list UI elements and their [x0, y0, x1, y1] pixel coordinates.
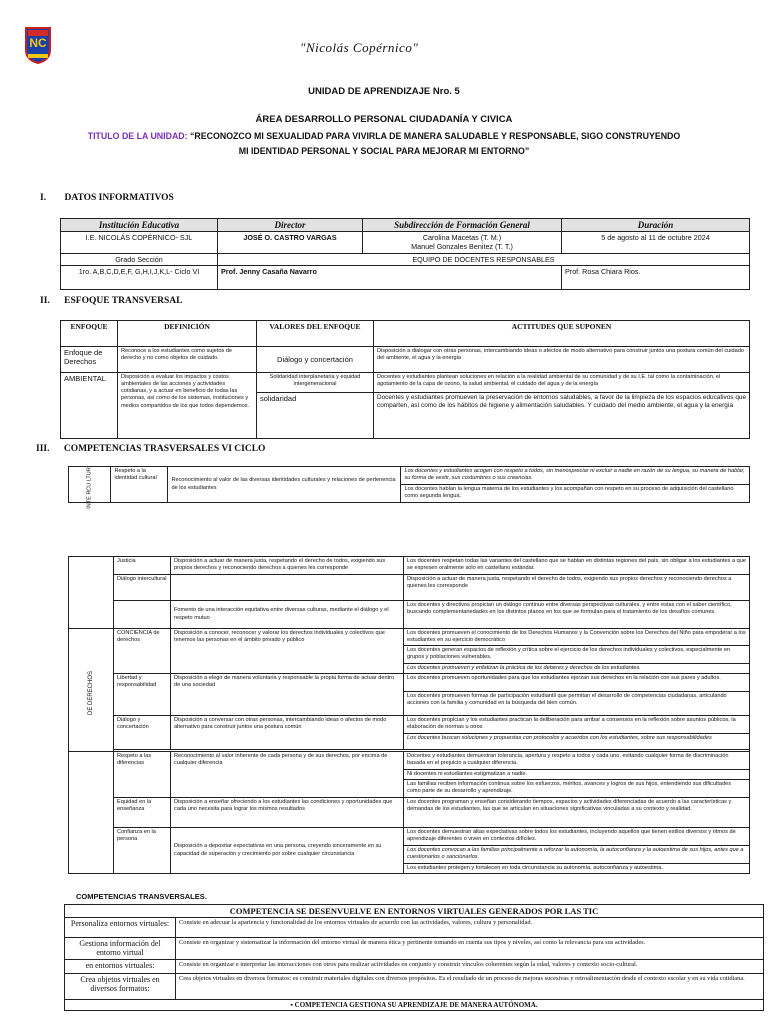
grade-label: Grado Sección: [61, 254, 218, 266]
tic-caption: COMPETENCIAS TRANSVERSALES.: [76, 892, 207, 901]
attitude-conciencia-3: Los docentes promueven y enfatizan la práctica de los deberes y derechos de los estudiantes.: [404, 663, 750, 673]
institution-cell: [61, 232, 218, 254]
attitude-conciencia-2: Los docentes generan espacios de reflexión y crítica sobre el ejercicio de los derechos individuales y colectivos, especialmente en grupos y poblaciones vulnerables.: [404, 646, 750, 663]
teacher-1: Prof. Jenny Casaña Navarro: [218, 266, 562, 290]
duration-value: 5 de agosto al 11 de octubre 2024: [562, 232, 750, 254]
value-confianza: Confianza en la persona: [114, 827, 171, 873]
tic-capacity-2: Gestiona información del entorno virtual: [65, 938, 176, 960]
school-name: "Nicolás Copérnico": [300, 40, 419, 55]
definition-conciencia: Disposición a conocer, reconocer y valorar los derechos individuales y colectivos que tenemos las personas en el ámbito privado y público: [171, 629, 404, 674]
team-label: EQUIPO DE DOCENTES RESPONSABLES: [218, 254, 750, 266]
valor-dialogo: Diálogo y concertación: [257, 347, 374, 373]
intercultural-table: [68, 466, 750, 509]
definition-fomento: Fomento de una interacción equitativa entre diversas culturas, mediante el diálogo y el respeto mutuo: [171, 601, 404, 629]
section-1-title: DATOS INFORMATIVOS: [64, 193, 174, 203]
intercultural-label: INTE RCU LTUR: [86, 466, 93, 509]
tic-capacity-3: en entornos virtuales:: [65, 960, 176, 974]
col-enfoque: ENFOQUE: [61, 321, 118, 347]
tic-description-3: Consiste en organizar e interpretar las interacciones con otros para realizar actividades en conjunto y construir vínculos coherentes según la edad, valores y contexto socio-cultural.: [176, 960, 764, 974]
definition-justicia: Disposición a actuar de manera justa, respetando el derecho de todos, exigiendo sus propios derechos y reconociendo derechos a quienes les corresponde: [171, 557, 404, 575]
intercultural-attitude-2: Los docentes hablan la lengua materna de los estudiantes y los acompañan con respeto en su proceso de adquisición del castellano como segunda lengua.: [401, 485, 750, 503]
area-title: ÁREA DESARROLLO PERSONAL CIUDADANÍA Y CIVICA: [255, 114, 513, 125]
col-institution: Institución Educativa: [61, 219, 218, 232]
attitude-respeto-3: Las familias reciben información continua sobre los esfuerzos, méritos, avances y logros de sus hijos, entendiendo sus dificultades como parte de su desarrollo y aprendizaje.: [404, 779, 750, 797]
attitude-conciencia-1: Los docentes promueven el conocimiento de los Derechos Humanos y la Convención sobre los Derechos del Niño para empoderar a los estudiantes en su ejercicio democrático: [404, 629, 750, 646]
rights-vertical-cell: [69, 557, 114, 629]
enfoque-derechos: Enfoque de Derechos: [61, 347, 118, 373]
equity-vertical-cell: [69, 751, 114, 873]
tic-title: COMPETENCIA SE DESENVUELVE EN ENTORNOS VIRTUALES GENERADOS POR LAS TIC: [65, 905, 764, 918]
intercultural-value: Respeto a la identidad cultural: [111, 467, 168, 503]
definition-dialogo-intercultural: [171, 575, 404, 601]
unit-title: [0, 129, 768, 159]
attitude-respeto-2: Ni docentes ni estudiantes estigmatizan a nadie.: [404, 769, 750, 779]
sections-list: 1ro. A,B,C,D,E,F, G,H,I,J,K,L- Ciclo VI: [61, 266, 218, 290]
col-valores: VALORES DEL ENFOQUE: [257, 321, 374, 347]
section-2-numeral: II.: [40, 296, 50, 306]
value-respeto: Respeto a las diferencias: [114, 751, 171, 797]
value-equidad: Equidad en la enseñanza: [114, 797, 171, 827]
attitude-dialogo-concertacion-2: Los docentes buscan soluciones y propuestas con protocolos y acuerdos con los estudiantes, sobre sus responsabilidades: [404, 733, 750, 749]
section-1-heading: [40, 193, 174, 203]
section-2-title: ESFOQUE TRANSVERSAL: [64, 296, 183, 306]
actitud-preservacion: Docentes y estudiantes promueven la preservación de entornos saludables, a favor de la limpieza de los espacios educativos que comparten, así como de los hábitos de higiene y alimentación saludables. Y cuidado del medio ambiente, el agua y la energía: [374, 393, 750, 439]
enfoque-ambiental: AMBIENTAL: [61, 373, 118, 439]
attitude-confianza-2: Los docentes convocan a las familias principalmente a reforzar la autonomía, la autoconfianza y la autoestima de sus hijos, antes que a cuestionarlos o sancionarlos.: [404, 845, 750, 863]
derechos-label: DE DERECHOS: [88, 670, 95, 715]
section-3-numeral: III.: [36, 444, 50, 454]
attitude-libertad-2: Los docentes promueven formas de participación estudiantil que permitan el desarrollo de competencias ciudadanas, articulando acciones con la familia y comunidad en la búsqueda del bien común.: [404, 691, 750, 715]
value-libertad: Libertad y responsabilidad: [114, 673, 171, 715]
col-subdirection: Subdirección de Formación General: [363, 219, 562, 232]
valor-solidaridad-planetaria: Solidaridad interplanetaria y equidad intergeneracional: [257, 373, 374, 393]
definition-respeto: Reconocimiento al valor inherente de cada persona y de sus derechos, por encima de cualquier diferencia: [171, 751, 404, 797]
derechos-vertical-label-cell: [69, 629, 114, 752]
valor-solidaridad: solidaridad: [257, 393, 374, 439]
value-fomento: [114, 601, 171, 629]
tic-description-2: Consiste en organizar y sistematizar la información del entorno virtual de manera ética y pertinente tomando en cuenta sus tipos y niveles, así como la relevancia para sus actividades.: [176, 938, 764, 960]
definicion-derechos: Reconoce a los estudiantes como sujetos de derecho y no como objetos de cuidado.: [118, 347, 257, 373]
intercultural-attitude-1: Los docentes y estudiantes acogen con respeto a todos, sin menospreciar ni excluir a nadie en razón de su lengua, su manera de hablar, su forma de vestir, sus costumbres o sus creencias.: [401, 467, 750, 485]
intercultural-vertical-label: [69, 466, 111, 509]
unit-number: UNIDAD DE APRENDIZAJE Nro. 5: [308, 86, 460, 97]
definition-dialogo-concertacion: Disposición a conversar con otras personas, intercambiando ideas o afectos de modo alternativo para construir juntos una postura común: [171, 715, 404, 749]
col-definicion: DEFINICIÓN: [118, 321, 257, 347]
subdirector-2: Manuel Gonzales Benitez (T. T.): [411, 242, 513, 251]
attitude-respeto-1: Docentes y estudiantes demuestran tolerancia, apertura y respeto a todos y cada uno, evitando cualquier forma de discriminación basada en el prejuicio a cualquier diferencia.: [404, 751, 750, 769]
section-3-title: COMPETENCIAS TRASVERSALES VI CICLO: [63, 444, 266, 454]
col-actitudes: ACTITUDES QUE SUPONEN: [374, 321, 750, 347]
teacher-2: Prof. Rosa Chiara Rios.: [562, 266, 750, 290]
section-3-heading: [36, 444, 265, 454]
unit-title-text: “RECONOZCO MI SEXUALIDAD PARA VIVIRLA DE MANERA SALUDABLE Y RESPONSABLE, SIGO CONSTRUYENDO: [187, 131, 681, 141]
section-2-heading: [40, 296, 183, 306]
autonomy-bullet: ▪: [290, 1001, 293, 1009]
definition-equidad: Disposición a enseñar ofreciendo a los estudiantes las condiciones y oportunidades que cada uno necesita para lograr los mismos resultados: [171, 797, 404, 827]
tic-competence-table: [64, 904, 764, 1011]
value-dialogo-intercultural: Diálogo intercultural: [114, 575, 171, 601]
col-duration: Duración: [562, 219, 750, 232]
autonomy-row: [65, 1000, 764, 1011]
unit-title-line2: MI IDENTIDAD PERSONAL Y SOCIAL PARA MEJORAR MI ENTORNO”: [238, 146, 530, 156]
logo-text: NC: [29, 36, 47, 50]
attitude-equidad-1: Los docentes programan y enseñan considerando tiempos, espacios y actividades diferenciadas de acuerdo a las características y demandas de los estudiantes, las que se articulan en situaciones significativas vinculadas a su contexto y realidad.: [404, 797, 750, 827]
definicion-ambiental: Disposición a evaluar los impactos y costos ambientales de las acciones y actividades cotidianas, y a actuar en beneficio de todas las personas, así como de los sistemas, instituciones y medios compartidos de los que todos dependemos.: [118, 373, 257, 439]
attitude-fomento-1: Los docentes y directivos propician un diálogo continuo entre diversas perspectivas culturales, y entre estas con el saber científico, buscando complementariedades en los distintos planos en los que se formulan para el tratamiento de los desafíos comunes.: [404, 601, 750, 629]
attitude-confianza-3: Los estudiantes protegen y fortalecen en toda circunstancia su autonomía, autoconfianza y autoestima.: [404, 863, 750, 873]
subdirectors-cell: [363, 232, 562, 254]
actitud-soluciones: Docentes y estudiantes plantean soluciones en relación a la realidad ambiental de su comunidad y de su I.E. tal como la contaminación, el agotamiento de la capa de ozono, la salud ambiental, el cuidado del agua y de la energía: [374, 373, 750, 393]
attitude-dialogo-intercultural-1: Disposición a actuar de manera justa, respetando el derecho de todos, exigiendo sus propios derechos y reconociendo derechos a quienes les corresponde: [404, 575, 750, 601]
informative-data-table: [60, 218, 750, 290]
subdirector-1: Carolina Macetas (T. M.): [422, 233, 502, 242]
unit-title-label: TITULO DE LA UNIDAD:: [87, 131, 188, 141]
tic-capacity-1: Personaliza entornos virtuales:: [65, 918, 176, 938]
tic-description-1: Consiste en adecuar la apariencia y funcionalidad de los entornos virtuales de acuerdo con las actividades, valores, cultura y personalidad.: [176, 918, 764, 938]
autonomy-title: COMPETENCIA GESTIONA SU APRENDIZAJE DE MANERA AUTÓNOMA.: [294, 1001, 538, 1009]
attitude-dialogo-concertacion-1: Los docentes propician y los estudiantes practican la deliberación para arribar a consensos en la reflexión sobre asuntos públicos, la elaboración de normas u otros: [404, 715, 750, 733]
institution-name: I.E. NICOLÁS COPÉRNICO- SJL: [85, 233, 193, 242]
tic-capacity-4: Crea objetos virtuales en diversos formatos:: [65, 974, 176, 1000]
attitude-confianza-1: Los docentes demuestran altas expectativas sobre todos los estudiantes, incluyendo aquellos que tienen estilos diversos y ritmos de aprendizaje diferentes o viven en contextos difíciles.: [404, 827, 750, 845]
attitude-justicia-1: Los docentes respetan todas las variantes del castellano que se hablan en distintas regiones del país, sin obligar a los estudiantes a que se expresen oralmente solo en castellano estándar.: [404, 557, 750, 575]
definition-libertad: Disposición a elegir de manera voluntaria y responsable la propia forma de actuar dentro de una sociedad: [171, 673, 404, 715]
transversal-approach-table: [60, 320, 750, 439]
value-justicia: Justicia: [114, 557, 171, 575]
actitud-dialogo: Disposición a dialogar con otras personas, intercambiando ideas o afectos de modo alternativo para construir juntos una postura común del cuidado del ambiente, el agua y la energia: [374, 347, 750, 373]
school-logo: [24, 26, 52, 64]
rights-table: [68, 556, 750, 874]
value-conciencia: CONCIENCIA de derechos: [114, 629, 171, 674]
definition-confianza: Disposición a depositar expectativas en una persona, creyendo sinceramente en su capacidad de superación y crecimiento por sobre cualquier circunstancia: [171, 827, 404, 873]
attitude-libertad-1: Los docentes promueven oportunidades para que los estudiantes ejerzan sus derechos en la relación con sus pares y adultos.: [404, 673, 750, 691]
intercultural-definition: Reconocimiento al valor de las diversas identidades culturales y relaciones de pertenencia de los estudiantes: [168, 467, 401, 503]
director-name: JOSÉ O. CASTRO VARGAS: [218, 232, 363, 254]
tic-description-4: Crea objetos virtuales en diversos formatos: es construir materiales digitales con diversos propósitos. Es el resultado de un proceso de mejoras sucesivas y retroalimentación desde el contexto escolar y en su vida cotidiana.: [176, 974, 764, 1000]
col-director: Director: [218, 219, 363, 232]
section-1-numeral: I.: [40, 193, 47, 203]
value-dialogo-concertacion: Diálogo y concertación: [114, 715, 171, 749]
